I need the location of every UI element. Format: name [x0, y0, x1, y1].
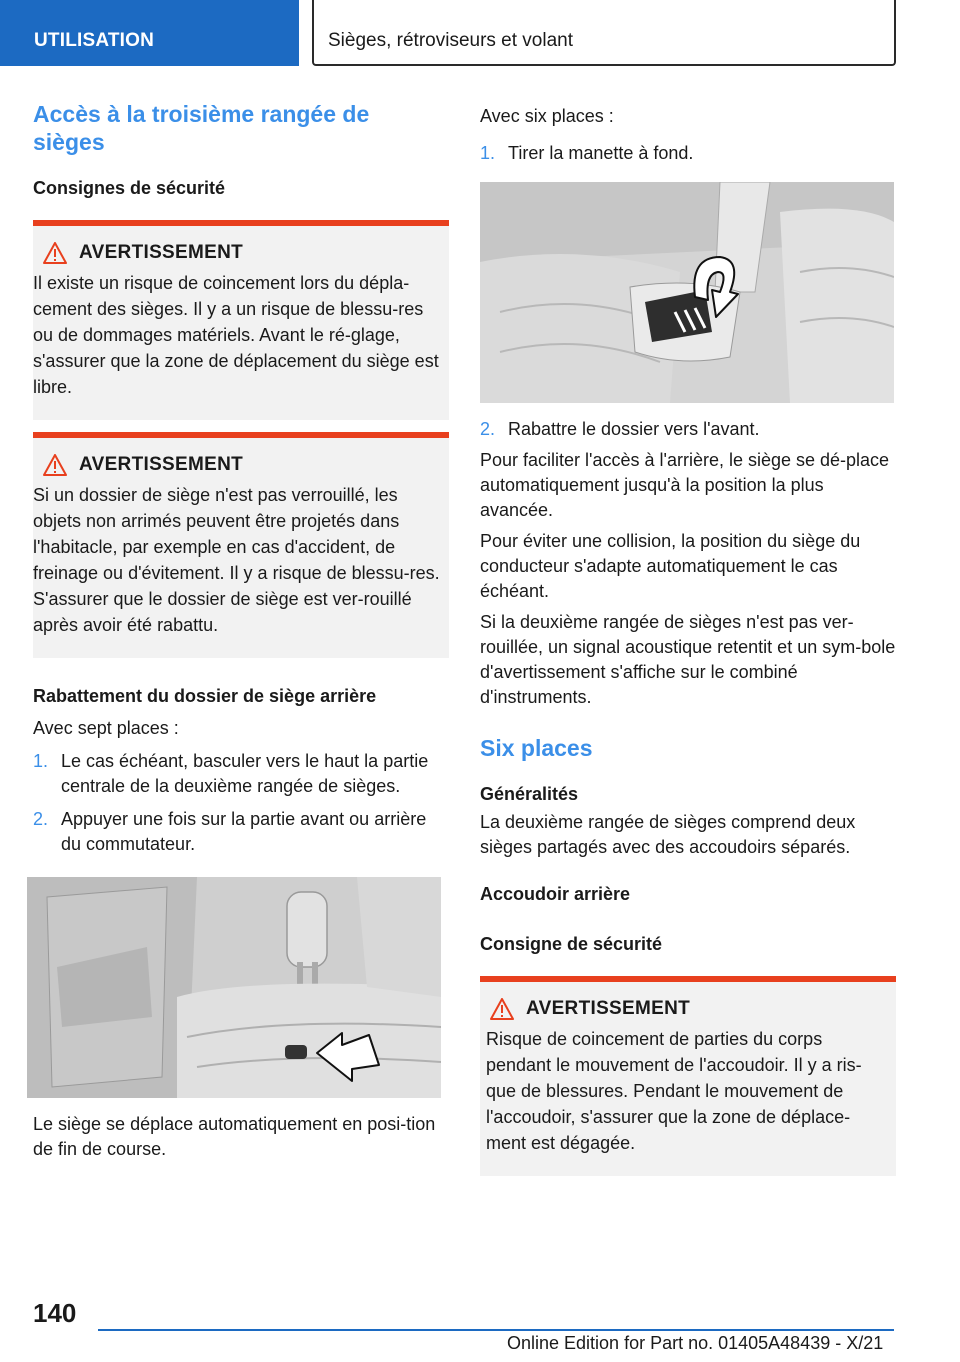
list-item	[480, 141, 896, 166]
warning-box-2	[33, 432, 449, 658]
footer-divider	[98, 1329, 894, 1331]
paragraph: Pour éviter une collision, la position du siège du conducteur s'adapte automatiquement le cas échéant.	[480, 531, 861, 601]
section-title-third-row: Accès à la troisième rangée de sièges	[33, 101, 370, 155]
step-number: 1.	[480, 143, 496, 163]
safety-heading: Consigne de sécurité	[480, 934, 663, 954]
section-tab: UTILISATION	[0, 0, 299, 66]
warning-text: Si un dossier de siège n'est pas verrouillé, les objets non arrimés peuvent être projetés dans l'habitacle, par exemple en cas d'accident, de freinage ou d'évitement. Il y a risque de blessu-res. S'assurer que le dossier de siège est ver-rouillé après avoir été rabattu.	[33, 485, 440, 635]
warning-box-3	[480, 976, 896, 1176]
left-column	[33, 100, 449, 1162]
seat-lever-illustration	[480, 182, 894, 403]
seven-seats-text: Avec sept places :	[33, 718, 179, 738]
step-text: Le cas échéant, basculer vers le haut la partie centrale de la deuxième rangée de sièges.	[61, 751, 429, 796]
chapter-title: Sièges, rétroviseurs et volant	[312, 0, 896, 66]
warning-text: Il existe un risque de coincement lors du dépla-cement des sièges. Il y a un risque de blessu-res ou de dommages matériels. Avant le ré-glage, s'assurer que la zone de déplacement du siège est libre.	[33, 273, 439, 397]
step-number: 1.	[33, 751, 49, 771]
step-number: 2.	[480, 419, 496, 439]
step-text: Tirer la manette à fond.	[508, 143, 694, 163]
warning-text: Risque de coincement de parties du corps pendant le mouvement de l'accoudoir. Il y a ris-que de blessures. Pendant le mouvement de l'accoudoir, s'assurer que la zone de déplace-ment est dégagée.	[486, 1029, 862, 1153]
warning-triangle-icon	[43, 242, 67, 264]
warning-title: AVERTISSEMENT	[526, 998, 691, 1019]
list-item	[33, 749, 449, 799]
seven-seats-steps	[33, 749, 449, 857]
general-heading: Généralités	[480, 784, 579, 804]
warning-title: AVERTISSEMENT	[79, 242, 244, 263]
warning-box-1	[33, 220, 449, 420]
paragraph: Si la deuxième rangée de sièges n'est pas ver-rouillée, un signal acoustique retentit et un sym-bole d'avertissement s'affiche sur le combiné d'instruments.	[480, 612, 896, 707]
general-text: La deuxième rangée de sièges comprend deux sièges partagés avec des accoudoirs séparés.	[480, 812, 856, 857]
armrest-heading: Accoudoir arrière	[480, 884, 631, 904]
fold-heading: Rabattement du dossier de siège arrière	[33, 686, 377, 706]
warning-title: AVERTISSEMENT	[79, 454, 244, 475]
paragraph: Pour faciliter l'accès à l'arrière, le siège se dé-place automatiquement jusqu'à la position la plus avancée.	[480, 450, 890, 520]
seat-switch-illustration	[27, 877, 441, 1098]
figure-caption-text: Le siège se déplace automatiquement en posi-tion de fin de course.	[33, 1114, 436, 1159]
list-item	[480, 417, 896, 442]
six-seats-text: Avec six places :	[480, 106, 614, 126]
warning-triangle-icon	[43, 454, 67, 476]
warning-triangle-icon	[490, 998, 514, 1020]
right-column	[480, 100, 896, 1176]
section-title-six-places: Six places	[480, 735, 593, 761]
edition-text: Online Edition for Part no. 01405A48439 - X/21	[507, 1333, 884, 1353]
page-number: 140	[33, 1298, 77, 1328]
page-header	[0, 0, 960, 66]
list-item	[33, 807, 449, 857]
step-text: Rabattre le dossier vers l'avant.	[508, 419, 760, 439]
step-number: 2.	[33, 809, 49, 829]
safety-heading: Consignes de sécurité	[33, 178, 226, 198]
step-text: Appuyer une fois sur la partie avant ou arrière du commutateur.	[61, 809, 427, 854]
figure-seat-lever	[480, 182, 894, 403]
figure-seat-switch	[27, 877, 441, 1098]
